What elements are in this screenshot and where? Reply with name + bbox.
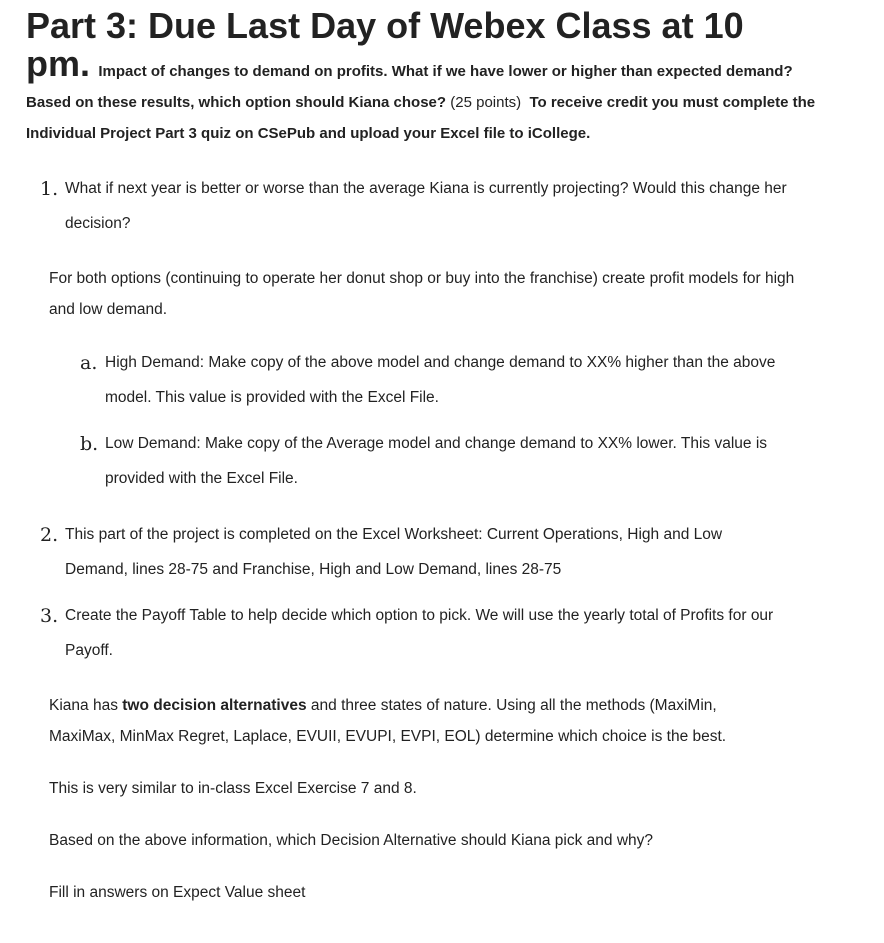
similar-note: This is very similar to in-class Excel Exercise 7 and 8. bbox=[49, 780, 417, 797]
list-number-3: 3. bbox=[40, 605, 59, 627]
credit-note: To receive credit you must complete the Individual Project Part 3 quiz on CSePub and upload your Excel file to iCollege. bbox=[26, 94, 816, 142]
fill-in-note: Fill in answers on Expect Value sheet bbox=[49, 884, 306, 901]
decision-paragraph bbox=[49, 690, 769, 752]
list-item-1-text: What if next year is better or worse than the average Kiana is currently projecting? Would this change her decision? bbox=[65, 180, 787, 232]
title-continuation: pm. bbox=[26, 43, 91, 84]
intro-paragraph bbox=[26, 43, 826, 149]
list-number-2: 2. bbox=[40, 524, 59, 546]
list-item-2-text: This part of the project is completed on the Excel Worksheet: Current Operations, High and Low Demand, lines 28-75 and Franchise, High and Low Demand, lines 28-75 bbox=[65, 526, 723, 578]
subtitle-text: Impact of changes to demand on profits. What if we have lower or higher than expected demand? Based on these results, which option should Kiana chose? bbox=[26, 63, 793, 111]
options-paragraph: For both options (continuing to operate her donut shop or buy into the franchise) create profit models for high and low demand. bbox=[49, 270, 795, 318]
decision-prefix: Kiana has bbox=[49, 697, 123, 714]
sublist-letter-b: b. bbox=[80, 433, 99, 455]
decision-suffix: and three states of nature. Using all the methods (MaxiMin, MaxiMax, MinMax Regret, Laplace, EVUII, EVUPI, EVPI, EOL) determine which choice is the best. bbox=[49, 697, 727, 745]
list-item-3-text: Create the Payoff Table to help decide which option to pick. We will use the yearly total of Profits for our Payoff. bbox=[65, 607, 774, 659]
list-number-1: 1. bbox=[40, 178, 59, 200]
page-title: Part 3: Due Last Day of Webex Class at 10 bbox=[26, 5, 744, 46]
decision-bold: two decision alternatives bbox=[122, 697, 307, 714]
sublist-item-a-text: High Demand: Make copy of the above model and change demand to XX% higher than the above model. This value is provided with the Excel File. bbox=[105, 354, 776, 406]
sublist-item-b-text: Low Demand: Make copy of the Average model and change demand to XX% lower. This value is provided with the Excel File. bbox=[105, 435, 768, 487]
question-text: Based on the above information, which Decision Alternative should Kiana pick and why? bbox=[49, 832, 654, 849]
points-text: (25 points) bbox=[450, 94, 522, 111]
sublist-letter-a: a. bbox=[80, 352, 98, 374]
